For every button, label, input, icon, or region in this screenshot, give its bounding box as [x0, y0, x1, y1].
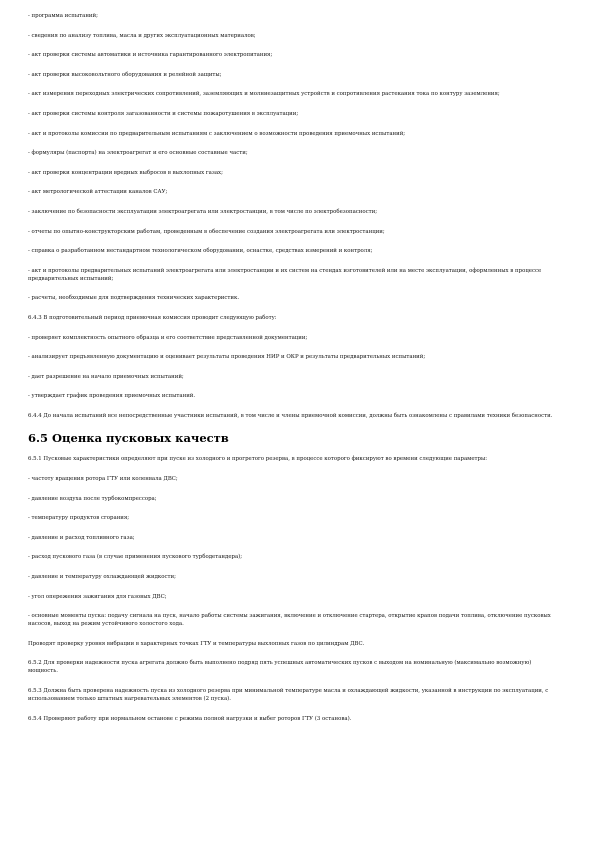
- list-item: - угол опережения зажигания для газовых ДВС;: [28, 593, 167, 600]
- list-item: - акт проверки высоковольтного оборудования и релейной защиты;: [28, 71, 222, 78]
- list-item: - давление и расход топливного газа;: [28, 534, 135, 541]
- section-heading-6-5: 6.5 Оценка пусковых качеств: [28, 431, 229, 446]
- list-item: - сведения по анализу топлива, масла и других эксплуатационных материалов;: [28, 32, 256, 39]
- list-item: - заключение по безопасности эксплуатации электроагрегата или электростанции, в том числе по электробезопасности;: [28, 208, 378, 215]
- paragraph-6-5-1: 6.5.1 Пусковые характеристики определяют при пуске из холодного и прогретого резерва, в процессе которого фиксируют во времени следующие параметры:: [28, 456, 488, 463]
- list-item: - основные моменты пуска: подачу сигнала на пуск, начало работы системы зажигания, включение и отключение стартера, открытие крапов подачи топлива, отключение пусковых насосов, выход на режим устойчивого холостого хода.: [28, 613, 551, 628]
- paragraph-6-4-3: 6.4.3 В подготовительный период приемочная комиссия проводит следующую работу:: [28, 314, 277, 321]
- list-item: - частоту вращения ротора ГТУ или коленвала ДВС;: [28, 476, 178, 483]
- paragraph-6-4-4: 6.4.4 До начала испытаний все непосредственные участники испытаний, в том числе и члены приемочной комиссии, должны быть ознакомлены с правилами техники безопасности.: [28, 412, 553, 419]
- list-item: - температуру продуктов сгорания;: [28, 515, 130, 522]
- list-item: - акт и протоколы предварительных испытаний электроагрегата или электростанции и их систем на стендах изготовителей или на месте эксплуатации, оформленных в процессе предварительных испытаний;: [28, 267, 542, 282]
- paragraph-vibration: Проводят проверку уровня вибрации в характерных точках ГТУ и температуры выхлопных газов по цилиндрам ДВС.: [28, 640, 365, 647]
- list-item: - акт проверки системы контроля загазованности и системы пожаротушения в эксплуатации;: [28, 110, 299, 117]
- list-item: - программа испытаний;: [28, 13, 98, 19]
- list-item: - формуляры (паспорта) на электроагрегат и его основные составные части;: [28, 150, 248, 157]
- list-item: - давление воздуха после турбокомпрессора;: [28, 495, 157, 502]
- paragraph-6-5-2: 6.5.2 Для проверки надежности пуска агрегата должно быть выполнено подряд пять успешных автоматических пусков с выходом на номинальную (максимально возможную) мощность.: [28, 660, 532, 675]
- list-item: - проверяет комплектность опытного образца и его соответствие представленной документации;: [28, 334, 308, 341]
- list-item: - акт и протоколы комиссии по предварительным испытаниям с заключением о возможности проведения приемочных испытаний;: [28, 130, 406, 137]
- list-item: - утверждает график проведения приемочных испытаний.: [28, 393, 196, 400]
- list-item: - отчеты по опытно-конструкторским работам, проведенным в обеспечение создания электроагрегата или электростанции;: [28, 228, 385, 235]
- paragraph-6-5-4: 6.5.4 Проверяют работу при нормальном останове с режима полной нагрузки и выбег роторов ГТУ (3 останова).: [28, 715, 352, 722]
- list-item: - акт проверки системы автоматики и источника гарантированного электропитания;: [28, 52, 273, 59]
- list-item: - акт метрологической аттестации каналов САУ;: [28, 189, 168, 196]
- list-item: - расчеты, необходимые для подтверждения технических характеристик.: [28, 295, 240, 302]
- list-item: - акт проверки концентрации вредных выбросов в выхлопных газах;: [28, 169, 223, 176]
- list-item: - анализирует предъявленную документацию и оценивает результаты проведения НИР и ОКР и результаты предварительных испытаний;: [28, 354, 426, 361]
- list-item: - давление и температуру охлаждающей жидкости;: [28, 574, 176, 581]
- list-item: - дает разрешение на начало приемочных испытаний;: [28, 373, 184, 380]
- list-item: - акт измерения переходных электрических сопротивлений, заземляющих и молниезащитных устройств и сопротивления растекания тока по контуру заземления;: [28, 91, 500, 98]
- list-item: - справка о разработанном нестандартном технологическом оборудовании, оснастке, средствах измерений и контроля;: [28, 248, 373, 255]
- list-item: - расход пускового газа (в случае применения пускового турбодетандера);: [28, 554, 243, 561]
- paragraph-6-5-3: 6.5.3 Должна быть проверена надежность пуска из холодного резерва при минимальной температуре масла и охлаждающей жидкости, указанной в инструкции по эксплуатации, с использованием только штатных нагревательных элементов (2 пуска).: [28, 688, 549, 702]
